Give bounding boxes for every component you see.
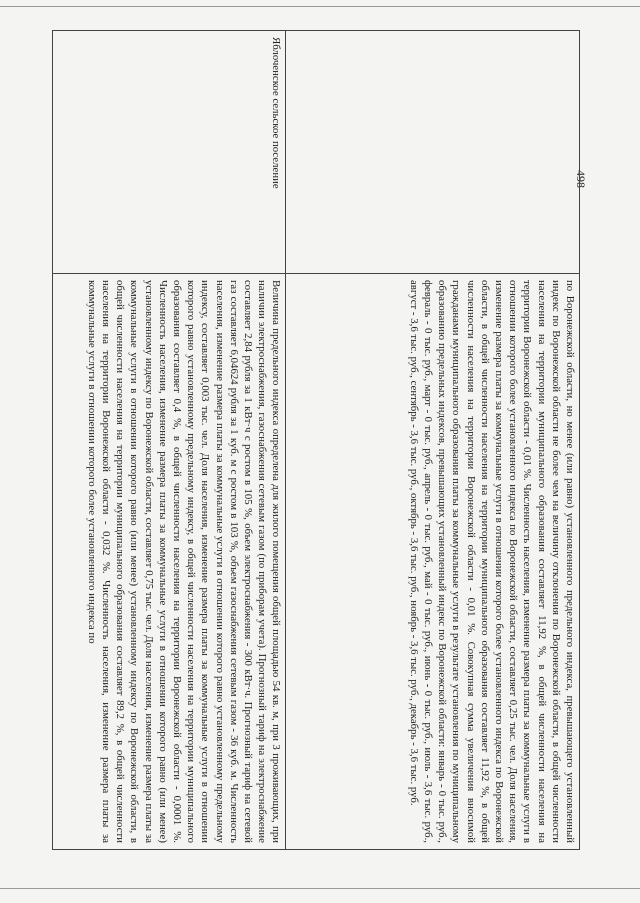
- scan-edge-line-bottom: [0, 888, 640, 889]
- index-description-cell: [53, 274, 286, 850]
- municipality-name-cell: [286, 31, 580, 274]
- municipality-name: Яблоченское сельское поселение: [270, 37, 283, 189]
- rotated-page-content: [52, 30, 580, 850]
- index-description-text: Величина предельного индекса определена для жилого помещения общей площадью 54 кв. м, при 3 проживающих, при наличии электроснабжения, газоснабжения сетевым газом (по приборам учета). Прогнозный тариф на электроснабжение составляет 2,84 рубля за 1 кВт·ч с ростом в 105 %, объем электроснабжения - 300 кВт·ч. Прогнозный тариф на сетевой газ составляет 6,04624 рубля за 1 куб. м с ростом в 103 %, объем газоснабжения сетевым газом - 36 куб. м. Численность населения, изменение размера платы за коммунальные услуги в отношении которого равно установленному предельному индексу, составляет 0,003 тыс. чел. Доля населения, изменение размера платы за коммунальные услуги в отношении которого равно установленному предельному индексу, в общей численности населения на территории муниципального образования составляет 0,4 %, в общей численности населения на территории Воронежской области - 0,0001 %. Численность населения, изменение размера платы за коммунальные услуги в отношении которого равно (или менее) установленному индексу по Воронежской области, составляет 0,75 тыс. чел. Доля населения, изменение размера платы за коммунальные услуги в отношении которого равно (или менее) установленному индексу по Воронежской области, в общей численности населения на территории муниципального образования составляет 89,2 %, в общей численности населения на территории Воронежской области - 0,032 %. Численность населения, изменение размера платы за коммунальные услуги в отношении которого более установленного индекса по: [85, 280, 283, 843]
- index-description-cell: [286, 274, 580, 850]
- table-row: [53, 31, 286, 850]
- table-row: [286, 31, 580, 850]
- scan-edge-line-top: [0, 6, 640, 7]
- index-description-text: по Воронежской области, но менее (или равно) установленного предельного индекса, превышающего установленный индекс по Воронежской области не более чем на величину отклонения по Воронежской области, в общей численности населения на территории муниципального образования составляет 11,92 %, в общей численности населения на территории Воронежской области - 0,01 %. Численность населения, изменение размера платы за коммунальные услуги в отношении которого более установленного индекса по Воронежской области, составляет 0,25 тыс. чел. Доля населения, изменение размера платы за коммунальные услуги в отношении которого более установленного индекса по Воронежской области, в общей численности населения на территории муниципального образования составляет 11,92 %, в общей численности населения на территории Воронежской области - 0,01 %. Совокупная сумма увеличения вносимой гражданами муниципального образования платы за коммунальные услуги в результате установления по муниципальному образованию предельных индексов, превышающих установленный индекс по Воронежской области: январь - 0 тыс. руб., февраль - 0 тыс. руб., март - 0 тыс. руб., апрель - 0 тыс. руб., май - 0 тыс. руб., июнь - 0 тыс. руб., июль - 3,6 тыс. руб., август - 3,6 тыс. руб., сентябрь - 3,6 тыс. руб., октябрь - 3,6 тыс. руб., ноябрь - 3,6 тыс. руб., декабрь - 3,6 тыс. руб.: [407, 280, 576, 843]
- document-table: [52, 30, 580, 850]
- municipality-name-cell: [53, 31, 286, 274]
- page-number: 498: [574, 170, 588, 188]
